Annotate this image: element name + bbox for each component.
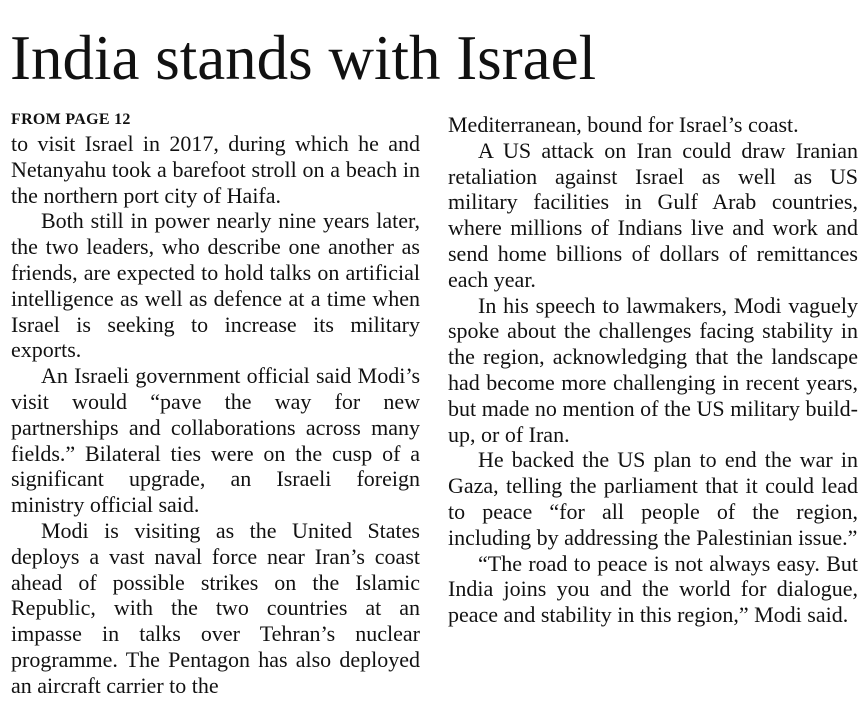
headline: India stands with Israel <box>10 23 597 93</box>
article-column-right <box>448 112 858 628</box>
kicker: FROM PAGE 12 <box>11 111 131 128</box>
paragraph: “The road to peace is not always easy. But India joins you and the world for dialogue, peace and stability in this region,” Modi said. <box>448 550 858 628</box>
paragraph: to visit Israel in 2017, during which he and Netanyahu took a barefoot stroll on a beach in the northern port city of Haifa. <box>11 131 420 208</box>
article-column-left <box>11 109 420 699</box>
paragraph: He backed the US plan to end the war in Gaza, telling the parliament that it could lead to peace “for all people of the region, including by addressing the Palestinian issue.” <box>448 447 858 550</box>
paragraph: In his speech to lawmakers, Modi vaguely spoke about the challenges facing stability in the region, acknowledging that the landscape had become more challenging in recent years, but made no mention of the US military build-up, or of Iran. <box>448 292 858 447</box>
paragraph: Modi is visiting as the United States deploys a vast naval force near Iran’s coast ahead of possible strikes on the Islamic Republic, with the two countries at an impasse in talks over Tehran’s nuclear programme. The Pentagon has also deployed an aircraft carrier to the <box>11 517 420 698</box>
paragraph: A US attack on Iran could draw Iranian retaliation against Israel as well as US military facilities in Gulf Arab countries, where millions of Indians live and work and send home billions of dollars of remittances each year. <box>448 137 858 292</box>
paragraph: Mediterranean, bound for Israel’s coast. <box>448 112 799 137</box>
paragraph: Both still in power nearly nine years later, the two leaders, who describe one another as friends, are expected to hold talks on artificial intelligence as well as defence at a time when Israel is seeking to increase its military exports. <box>11 208 420 363</box>
paragraph: An Israeli government official said Modi’s visit would “pave the way for new partnerships and collaborations across many fields.” Bilateral ties were on the cusp of a significant upgrade, an Israeli foreign ministry official said. <box>11 363 420 518</box>
